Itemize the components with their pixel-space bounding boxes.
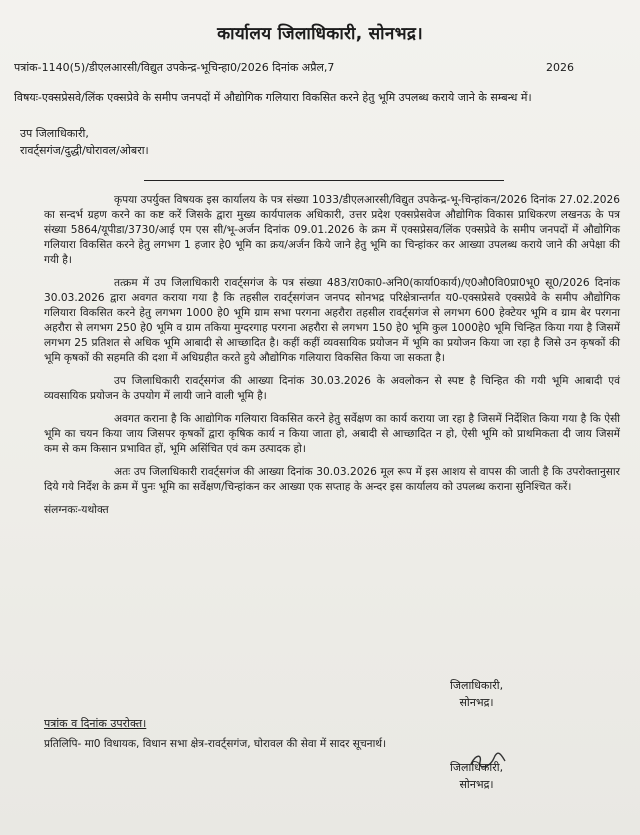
signature-2-place: सोनभद्र।: [459, 777, 494, 791]
addressee: [14, 125, 626, 160]
signature-block-1: [450, 678, 503, 711]
office-title: कार्यालय जिलाधिकारी, सोनभद्र।: [217, 24, 423, 44]
paragraph-5: अतः उप जिलाधिकारी रावर्ट्सगंज की आख्या दिनांक 30.03.2026 मूल रूप में इस आशय से वापस की जाती है कि उपरोक्तानुसार दिये गये निर्देश के क्रम में पुनः भूमि का सर्वेक्षण/चिन्हांकन कर आख्या एक सप्ताह के अन्दर इस कार्यालय को उपलब्ध कराना सुनिश्चित करें।: [44, 466, 620, 494]
paragraph-2: तत्क्रम में उप जिलाधिकारी रावर्ट्सगंज के पत्र संख्या 483/रा0का0-अनि0(कार्या0कार्य)/ए0औ0वि0प्रा0भू0 सू0/2026 दिनांक 30.03.2026 द्वारा अवगत कराया गया है कि तहसील रावर्ट्सगंजन जनपद सोनभद्र परिक्षेत्रान्तर्गत य0-एक्सप्रेसवे एक्सप्रेवे के समीप औद्योगिक गलियारा विकसित करने हेतु लगभग 1000 हे0 भूमि ग्राम सभा परगना अहरौरा तहसील रावर्ट्सगंज से लगभग 600 हेक्टेयर भूमि व ग्राम बेर परगना अहरौरा से लगभग 250 हे0 भूमि व ग्राम तकिया मुग्दरगाह परगना अहरौरा से लगभग 150 हे0 भूमि कुल 1000हे0 भूमि चिन्हित किया गया है जिसमें लगभग 25 प्रतिशत से अधिक भूमि आबादी से आच्छादित है। कहीं कहीं व्यवसायिक प्रयोजन में भूमि का प्रयोजन किया जा रहा है जिसे उन कृषकों की भूमि कृषकों की सहमति की दशा में अधिग्रहीत करते हुये औद्योगिक गलियारा विकसित किया जा सकता है।: [44, 276, 620, 365]
signature-2-designation: जिलाधिकारी,: [450, 761, 504, 774]
subject: [14, 90, 626, 107]
letter-year: 2026: [546, 61, 574, 75]
paragraph-1: कृपया उपर्युक्त विषयक इस कार्यालय के पत्र संख्या 1033/डीएलआरसी/विद्युत उपकेन्द्र-भू-चिन्हांकन/2026 दिनांक 27.02.2026 का सन्दर्भ ग्रहण करने का कष्ट करें जिसके द्वारा मुख्य कार्यपालक अधिकारी, उत्तर प्रदेश एक्सप्रेसवेज औद्योगिक विकास प्राधिकरण लखनऊ के पत्र संख्या 5864/यूपीडा/3730/आई एम एस सी/भू-अर्जन दिनांक 09.01.2026 के क्रम में एक्सप्रेसव/लिंक एक्सप्रेवे के समीप जनपदों में औद्योगिक गलियारा विकसित करने हेतु लगभग 1 हजार हे0 भूमि का क्रय/अर्जन किये जाने हेतु भूमि का चिन्हांकर कर आख्या उपलब्ध कराये जाने की अपेक्षा की गयी है।: [44, 193, 620, 266]
copy-to-line: प्रतिलिपि- मा0 विधायक, विधान सभा क्षेत्र-रावर्ट्सगंज, घोरावल की सेवा में सादर सूचनार्थ।: [44, 738, 387, 750]
signature-block-2: [450, 760, 503, 793]
divider: [144, 180, 504, 181]
subject-label: विषयः-: [14, 91, 42, 105]
letter-reference: पत्रांक-1140(5)/डीएलआरसी/विद्युत उपकेन्द्र-भूचिन्हा0/2026 दिनांक अप्रैल,7: [14, 61, 335, 75]
footer-reference: पत्रांक व दिनांक उपरोक्त।: [44, 717, 147, 730]
signature-1-place: सोनभद्र।: [459, 695, 494, 709]
subject-text: एक्सप्रेसवे/लिंक एक्सप्रेवे के समीप जनपदों में औद्योगिक गलियारा विकसित करने हेतु भूमि उपलब्ध कराये जाने के सम्बन्ध में।: [41, 91, 532, 105]
paragraph-3: उप जिलाधिकारी रावर्ट्सगंज की आख्या दिनांक 30.03.2026 के अवलोकन से स्पष्ट है चिन्हित की गयी भूमि आबादी एवं व्यवसायिक प्रयोजन के उपयोग में लायी जाने वाली भूमि है।: [44, 375, 620, 403]
signature-1-designation: जिलाधिकारी,: [450, 679, 504, 692]
enclosure-note: संलग्नकः-यथोक्त: [44, 504, 109, 517]
addressee-line-2: रावर्ट्सगंज/दुद्धी/घोरावल/ओबरा।: [20, 144, 149, 158]
addressee-line-1: उप जिलाधिकारी,: [20, 126, 89, 140]
reference-line: [14, 60, 626, 80]
paragraph-4: अवगत कराना है कि आद्योगिक गलियारा विकसित करने हेतु सर्वेक्षण का कार्य कराया जा रहा है जिसमें निर्देशित किया गया है कि ऐसी भूमि का चयन किया जाय जिसपर कृषकों द्वारा कृषिक कार्य न किया जाता हो, अबादी से आच्छादित न हो, ऐसी भूमि को प्राथमिकता दी जाय जिसमें कम से कम किसान प्रभावित हों, भूमि असिंचित एवं कम उत्पादक हो।: [44, 413, 620, 456]
